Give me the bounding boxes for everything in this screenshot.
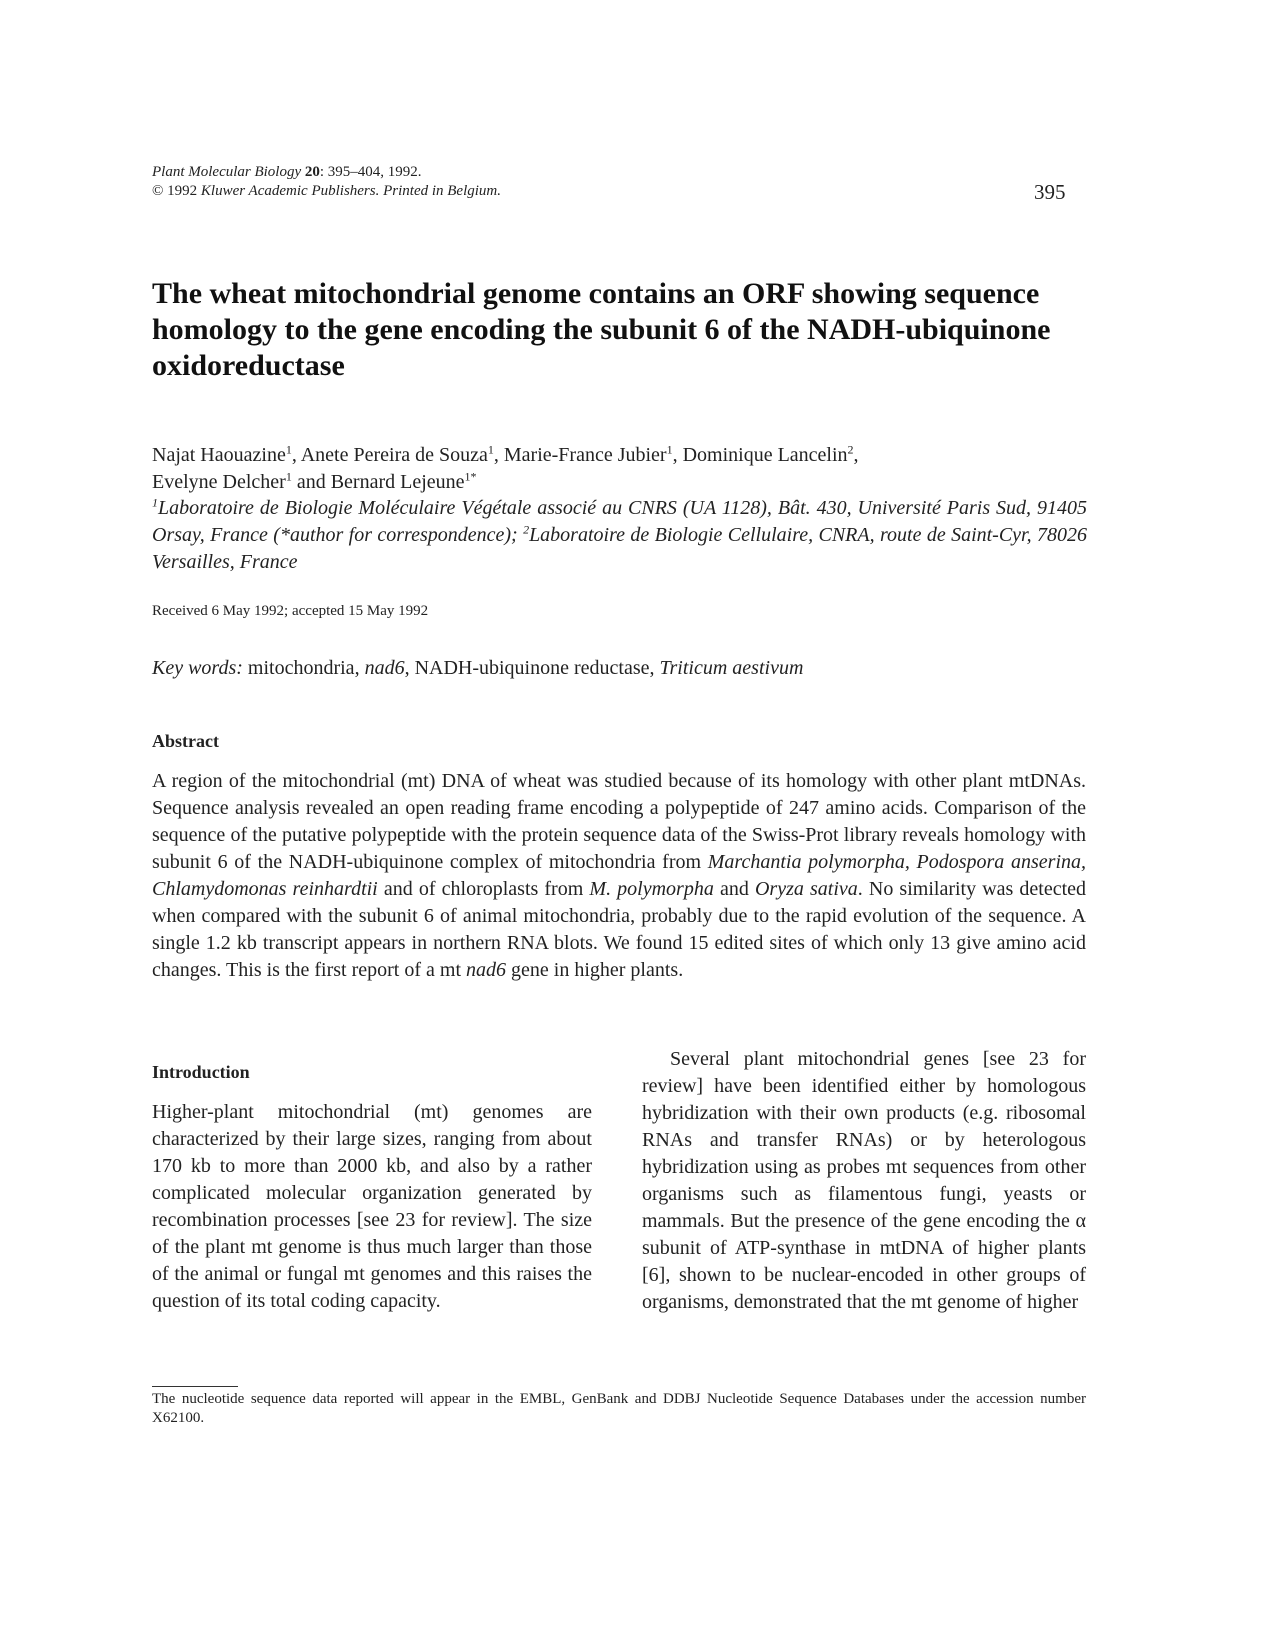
author-sup: 2 <box>847 442 854 457</box>
author: Anete Pereira de Souza <box>300 444 488 466</box>
journal-citation <box>152 163 501 201</box>
received-date: Received 6 May 1992; accepted 15 May 1992 <box>152 603 429 619</box>
abstract-text: A region of the mitochondrial (mt) DNA of wheat was studied because of its homology with other plant mtDNAs. Sequence analysis revealed an open reading frame encoding a polypeptide of 247 amino acids. Comparison of the sequence of the putative polypeptide with the protein sequence data of the Swiss-Prot library reveals homology with subunit 6 of the NADH-ubiquinone complex of mitochondria from Marchantia polymorpha, Podospora anserina, Chlamydomonas reinhardtii and of chloroplasts from M. polymorpha and Oryza sativa. No similarity was detected when compared with the subunit 6 of animal mitochondria, probably due to the rapid evolution of the sequence. A single 1.2 kb transcript appears in northern RNA blots. We found 15 edited sites of which only 13 give amino acid changes. This is the first report of a mt nad6 gene in higher plants. <box>152 770 1087 981</box>
copyright-symbol: © <box>152 183 164 199</box>
paper-title: The wheat mitochondrial genome contains an ORF showing sequence homology to the gene encoding the subunit 6 of the NADH-ubiquinone oxidoreductase <box>152 277 1051 382</box>
keywords-label: Key words: <box>152 657 243 679</box>
journal-volume: 20 <box>304 164 320 180</box>
author-sup: 1* <box>464 469 477 484</box>
affiliations <box>152 495 1087 576</box>
copyright-year: 1992 <box>167 183 198 199</box>
affil-sup: 2 <box>523 522 530 537</box>
intro-column-2: Several plant mitochondrial genes [see 23 for review] have been identified either by homologous hybridization with their own products (e.g. ribosomal RNAs and transfer RNAs) or by heterologous hybridization using as probes mt sequences from other organisms such as filamentous fungi, yeasts or mammals. But the presence of the gene encoding the α subunit of ATP-synthase in mtDNA of higher plants [6], shown to be nuclear-encoded in other groups of organisms, demonstrated that the mt genome of higher <box>642 1048 1086 1313</box>
intro-column-1: Higher-plant mitochondrial (mt) genomes are characterized by their large sizes, ranging from about 170 kb to more than 2000 kb, and also by a rather complicated molecular organization generated by recombination processes [see 23 for review]. The size of the plant mt genome is thus much larger than those of the animal or fungal mt genomes and this raises the question of its total coding capacity. <box>152 1101 592 1312</box>
author-sup: 1 <box>487 442 494 457</box>
author: Najat Haouazine <box>152 444 286 466</box>
introduction-heading: Introduction <box>152 1062 250 1082</box>
author-list: Najat Haouazine$^1$, Anete Pereira de Souza$^1$, Marie-France Jubier$^1$, Dominique Lancelin$^2$, Evelyne Delcher$^1$ and Bernard Lejeune$^{1*}$ <box>152 442 859 493</box>
author: Dominique Lancelin <box>682 444 848 466</box>
author-sup: 1 <box>285 442 292 457</box>
author: Bernard Lejeune <box>330 471 465 493</box>
author: Marie-France Jubier <box>503 444 667 466</box>
footnote: The nucleotide sequence data reported will appear in the EMBL, GenBank and DDBJ Nucleotide Sequence Databases under the accession number X62100. <box>152 1391 1086 1426</box>
author-sup: 1 <box>666 442 673 457</box>
affiliation-2: Laboratoire de Biologie Cellulaire, CNRA, route de Saint-Cyr, 78026 Versailles, France <box>152 524 1087 573</box>
author: Evelyne Delcher <box>152 471 286 493</box>
abstract-heading: Abstract <box>152 731 219 751</box>
affil-sup: 1 <box>152 495 158 510</box>
journal-name: Plant Molecular Biology <box>152 164 302 180</box>
footnote-rule <box>152 1386 238 1387</box>
keywords: Key words: mitochondria, nad6, NADH-ubiquinone reductase, Triticum aestivum <box>152 657 804 679</box>
page-number: 395 <box>1034 180 1066 204</box>
affiliation-1: Laboratoire de Biologie Moléculaire Végétale associé au CNRS (UA 1128), Bât. 430, Université Paris Sud, 91405 Orsay, France (*author for correspondence); <box>152 497 1087 546</box>
publisher-line: Kluwer Academic Publishers. Printed in Belgium. <box>200 183 502 199</box>
journal-pages-year: : 395–404, 1992. <box>319 164 422 180</box>
author-sup: 1 <box>285 469 292 484</box>
